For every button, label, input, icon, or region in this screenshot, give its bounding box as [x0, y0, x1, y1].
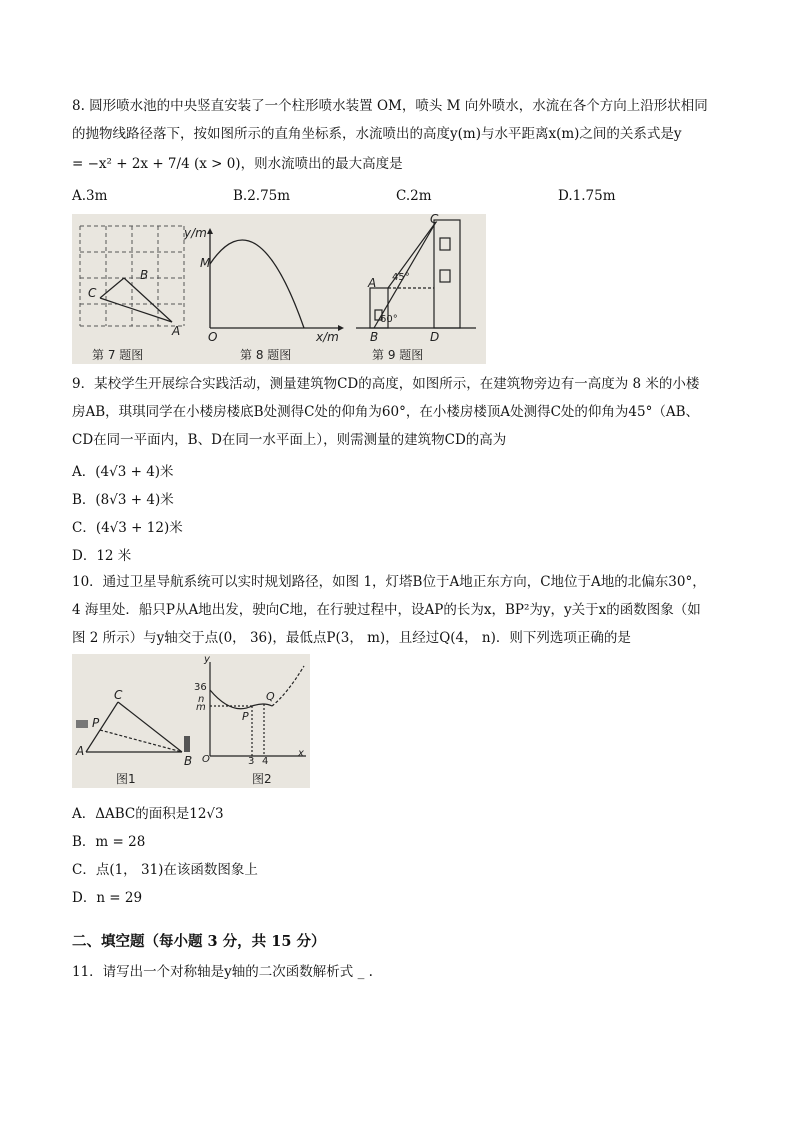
q8-option-a: A.3m [72, 188, 108, 204]
q10-option-b: B．m = 28 [72, 834, 146, 850]
fig2-label-y: y [204, 654, 210, 665]
q9-option-a: A．(4√3 + 4)米 [72, 464, 174, 480]
q10-line-3: 图 2 所示）与y轴交于点(0， 36)，最低点P(3， m)，且经过Q(4， n)．则下列选项正确的是 [72, 630, 631, 646]
q9-option-d: D．12 米 [72, 548, 132, 564]
q8-option-c: C.2m [396, 188, 432, 204]
q11-text: 11．请写出一个对称轴是y轴的二次函数解析式 _ . [72, 964, 373, 980]
q10-option-d: D．n = 29 [72, 890, 143, 906]
q10-line-1: 10．通过卫星导航系统可以实时规划路径，如图 1，灯塔B位于A地正东方向，C地位于A地的北偏东30°， [72, 574, 706, 590]
fig7-label-b: B [140, 268, 149, 282]
fig9-label-b: B [370, 330, 379, 344]
fig2-label-p: P [242, 710, 249, 723]
fig8-xlabel: x/m [316, 330, 339, 344]
fig2-label-o: O [202, 754, 210, 765]
fig2-label-q: Q [266, 690, 275, 703]
q10-option-c: C．点(1， 31)在该函数图象上 [72, 862, 258, 878]
q9-line-1: 9．某校学生开展综合实践活动，测量建筑物CD的高度，如图所示，在建筑物旁边有一高度为 8 米的小楼 [72, 376, 700, 392]
fig7-label-c: C [88, 286, 97, 300]
fig1-label-c: C [114, 688, 123, 702]
fig1-label-a: A [76, 744, 85, 758]
q9-option-b: B．(8√3 + 4)米 [72, 492, 174, 508]
fig2-label-x: x [298, 748, 304, 759]
fig2-label-n: n [198, 694, 205, 705]
q8-option-d: D.1.75m [558, 188, 616, 204]
ship-icon [76, 720, 88, 728]
q8-option-b: B.2.75m [233, 188, 291, 204]
figure-strip-7-8-9 [72, 214, 486, 364]
fig7-caption: 第 7 题图 [92, 348, 144, 362]
fig2-label-m: m [196, 702, 206, 713]
q8-line-3: = −x² + 2x + 7/4 (x > 0)，则水流喷出的最大高度是 [72, 156, 403, 172]
q8-line-1: 8. 圆形喷水池的中央竖直安装了一个柱形喷水装置 OM，喷头 M 向外喷水，水流在各个方向上沿形状相同 [72, 98, 708, 114]
lighthouse-icon [184, 736, 190, 752]
q9-line-2: 房AB，琪琪同学在小楼房楼底B处测得C处的仰角为60°，在小楼房楼顶A处测得C处的仰角为45°（AB、 [72, 404, 700, 420]
fig1-caption: 图1 [116, 772, 136, 786]
fig2-label-36: 36 [194, 682, 207, 693]
fig9-label-d: D [430, 330, 440, 344]
figure-7-grid [72, 214, 486, 364]
fig9-caption: 第 9 题图 [372, 348, 424, 362]
q10-option-a: A．ΔABC的面积是12√3 [72, 806, 224, 822]
section-2-title: 二、填空题（每小题 3 分，共 15 分） [72, 933, 326, 950]
fig2-label-3: 3 [248, 756, 255, 767]
q9-option-c: C．(4√3 + 12)米 [72, 520, 183, 536]
q10-line-2: 4 海里处．船只P从A地出发，驶向C地，在行驶过程中，设AP的长为x，BP²为y，y关于x的函数图象（如 [72, 602, 701, 618]
fig7-label-a: A [172, 324, 181, 338]
fig9-label-a: A [368, 276, 377, 290]
fig1-label-b: B [184, 754, 193, 768]
fig9-label-45: 45° [392, 272, 410, 283]
figure-q10 [72, 654, 310, 788]
q8-line-2: 的抛物线路径落下，按如图所示的直角坐标系，水流喷出的高度y(m)与水平距离x(m)之间的关系式是y [72, 126, 682, 142]
q9-line-3: CD在同一平面内，B、D在同一水平面上），则需测量的建筑物CD的高为 [72, 432, 507, 448]
fig8-caption: 第 8 题图 [240, 348, 292, 362]
fig9-label-c: C [430, 212, 439, 226]
fig8-label-m: M [200, 256, 211, 270]
fig2-label-4: 4 [262, 756, 269, 767]
fig9-label-60: 60° [380, 314, 398, 325]
fig8-label-o: O [208, 330, 218, 344]
fig8-ylabel: y/m [184, 226, 207, 240]
fig2-caption: 图2 [252, 772, 272, 786]
fig1-label-p: P [92, 716, 100, 730]
